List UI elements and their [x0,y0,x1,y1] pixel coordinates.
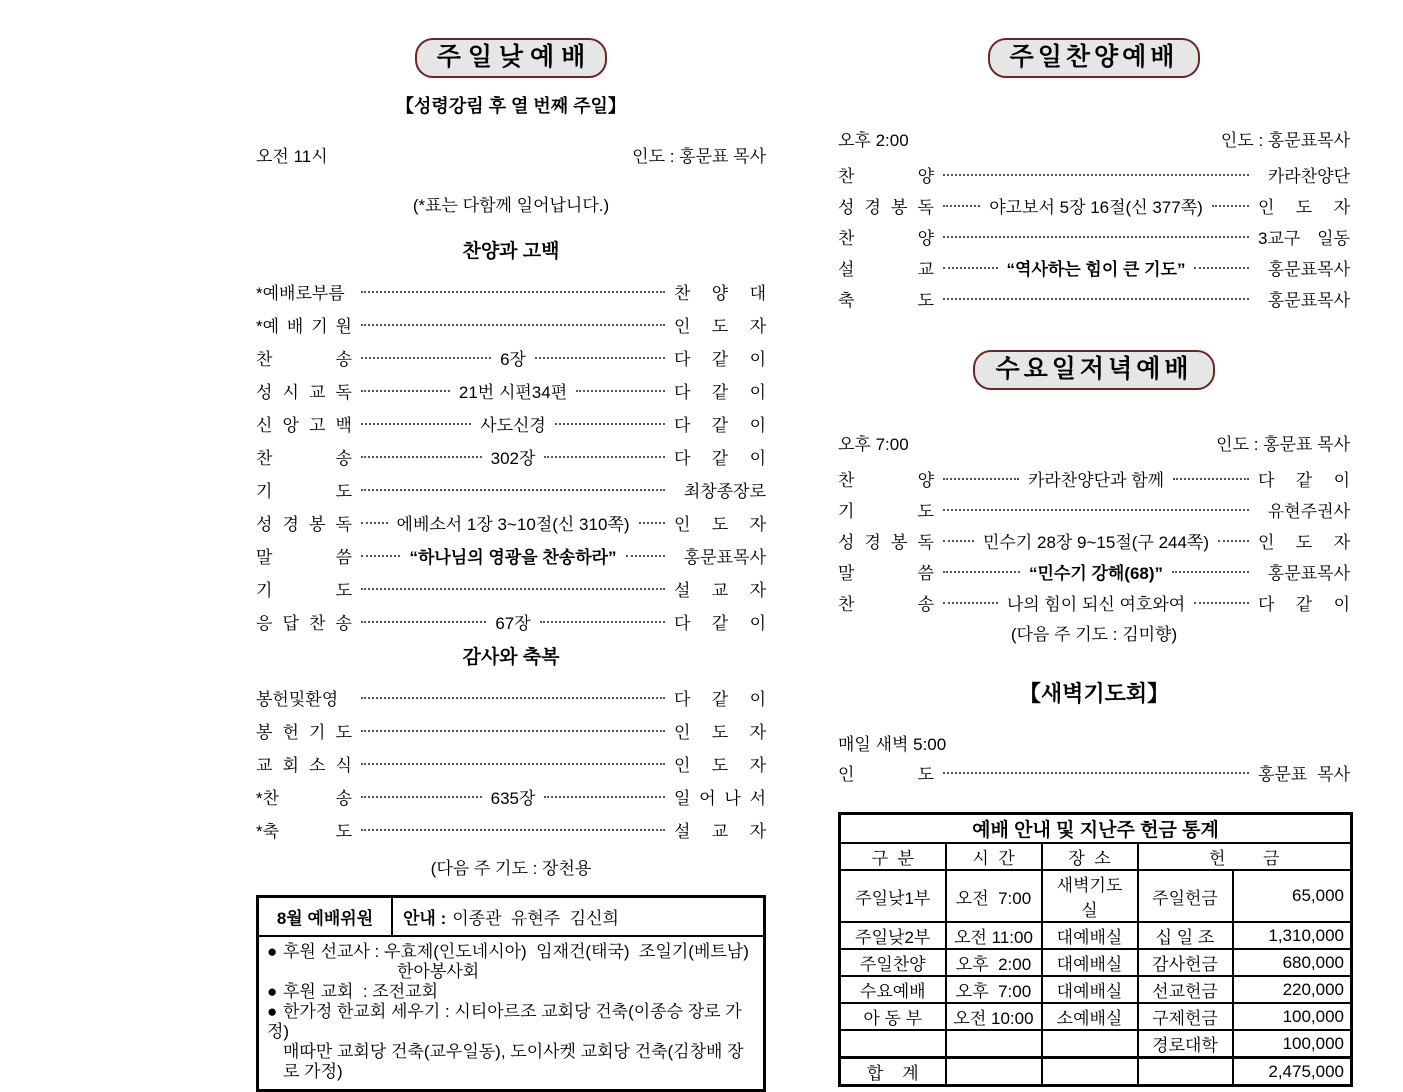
liturgy-row [838,463,1350,494]
liturgy-item-assignee: 홍문표목사 [1267,564,1351,583]
dotted-leader [1218,540,1249,542]
offering-name: 선교헌금 [1138,976,1233,1003]
section-thanks-blessing: 감사와 축복 [462,647,560,668]
offering-name: 주일헌금 [1138,870,1233,922]
liturgy-list-2 [256,681,766,846]
dotted-leader [540,621,665,623]
offering-table [838,812,1353,1087]
committee-note-line: 매따만 교회당 건축(교우일동), 도이사켓 교회당 건축(김창배 장로 가정) [283,1042,744,1081]
liturgy-item-label: *예 배 기 원 [256,317,352,336]
liturgy-row [838,556,1350,587]
dotted-leader [1194,602,1249,604]
committee-guide-cell [393,898,763,935]
committee-note-line: ● 후원 교회 : 조전교회 [267,982,438,1001]
praise-time: 오후 2:00 [838,131,909,150]
liturgy-row [256,374,766,407]
dotted-leader [943,478,1019,480]
committee-notes [259,937,763,1089]
guide-names: 이종관 유현주 김신희 [452,909,619,928]
offering-title-row [840,814,1352,844]
liturgy-row [256,407,766,440]
offering-name: 감사헌금 [1138,949,1233,976]
next-week-prayer-right: (다음 주 기도 : 김미향) [1010,625,1178,644]
dotted-leader [544,796,665,798]
offering-column-header: 장 소 [1042,843,1138,870]
liturgy-item-label: 성 경 봉 독 [838,533,934,552]
liturgy-item-assignee: 찬 양 대 [674,284,766,303]
liturgy-item-assignee: 다 같 이 [674,449,767,468]
liturgy-item-assignee: 다 같 이 [674,383,767,402]
dotted-leader [943,602,998,604]
service-time: 오전 7:00 [946,870,1042,922]
dotted-leader [361,796,482,798]
dawn-liturgy-list [838,757,1350,788]
liturgy-row [256,747,766,780]
liturgy-item-detail: 6장 [500,350,526,369]
stand-note: (*표는 다함께 일어납니다.) [412,196,610,215]
dotted-leader [535,357,665,359]
liturgy-item-label: 찬 양 [838,229,934,248]
liturgy-item-assignee: 인 도 자 [1258,198,1351,217]
committee-note-line: ● 한가정 한교회 세우기 : 시티아르조 교회당 건축(이종승 장로 가정) [267,1002,742,1041]
dotted-leader [361,763,665,765]
dotted-leader [361,697,665,699]
offering-data-row [840,949,1352,976]
offering-name: 십 일 조 [1138,922,1233,949]
liturgy-row [256,341,766,374]
offering-amount: 1,310,000 [1233,922,1352,949]
liturgy-item-detail: 302장 [490,449,536,468]
liturgy-item-label: *예배로부름 [256,284,345,303]
service-time: 오후 2:00 [946,949,1042,976]
wednesday-leader: 인도 : 홍문표 목사 [1216,435,1350,454]
offering-column-header: 헌 금 [1138,843,1352,870]
offering-data-row [840,1030,1352,1058]
liturgy-item-label: 기 도 [256,482,352,501]
service-name: 수요예배 [840,976,946,1003]
dotted-leader [361,522,388,524]
liturgy-item-label: 기 도 [838,502,934,521]
liturgy-row [256,780,766,813]
service-time [946,1058,1042,1086]
liturgy-item-label: 말 씀 [256,548,352,567]
liturgy-row [256,506,766,539]
dotted-leader [361,621,486,623]
offering-table-title: 예배 안내 및 지난주 헌금 통계 [840,814,1352,844]
liturgy-item-assignee: 카라찬양단 [1267,167,1350,186]
offering-header-row [840,843,1352,870]
offering-name: 경로대학 [1138,1030,1233,1058]
dotted-leader [943,772,1249,774]
liturgy-item-label: *축 도 [256,822,352,841]
dotted-leader [1172,571,1249,573]
liturgy-item-assignee: 다 같 이 [674,614,766,633]
liturgy-item-label: 인 도 [838,765,934,784]
dotted-leader [361,829,665,831]
liturgy-item-label: 설 교 [838,260,934,279]
liturgy-item-assignee: 다 같 이 [1258,471,1351,490]
service-name: 주일찬양 [840,949,946,976]
wednesday-liturgy-list [838,463,1350,618]
service-name: 합 계 [840,1058,946,1086]
service-name: 주일낮2부 [840,922,946,949]
liturgy-item-label: 성 시 교 독 [256,383,352,402]
offering-name: 구제헌금 [1138,1003,1233,1030]
service-name [840,1030,946,1058]
liturgy-row [838,283,1350,314]
sunday-subtitle: 【성령강림 후 열 번째 주일】 [396,96,626,116]
dotted-leader [361,324,665,326]
liturgy-item-detail: 21번 시편34편 [458,383,568,402]
bullet-icon: ● [267,942,278,961]
liturgy-row [256,813,766,846]
liturgy-item-label: 찬 양 [838,167,934,186]
wednesday-time-row [838,430,1350,455]
liturgy-item-detail: 사도신경 [480,416,546,435]
liturgy-row [256,308,766,341]
left-page [256,38,766,1092]
wednesday-evening-worship-title: 수요일저녁예배 [973,350,1214,390]
bullet-icon: ● [267,982,278,1001]
praise-leader: 인도 : 홍문표목사 [1220,131,1350,150]
offering-name [1138,1058,1233,1086]
dotted-leader [361,730,665,732]
sermon-title: “역사하는 힘이 큰 기도” [1006,260,1186,279]
liturgy-item-label: 찬 양 [838,471,934,490]
dotted-leader [361,291,665,293]
liturgy-item-detail: 나의 힘이 되신 여호와여 [1006,595,1186,614]
liturgy-item-assignee: 홍문표 목사 [1258,765,1350,784]
liturgy-row [256,605,766,638]
offering-data-row [840,976,1352,1003]
dotted-leader [361,357,491,359]
dotted-leader [1212,205,1249,207]
liturgy-item-label: 찬 송 [256,350,352,369]
dotted-leader [943,540,974,542]
dawn-time: 매일 새벽 5:00 [838,735,947,754]
liturgy-item-assignee: 설 교 자 [674,822,766,841]
dawn-time-row [838,730,1350,755]
liturgy-item-label: 봉헌및환영 [256,690,339,709]
liturgy-row [256,572,766,605]
praise-time-row [838,126,1350,151]
sunday-praise-worship-title: 주일찬양예배 [988,38,1201,78]
liturgy-item-assignee: 인 도 자 [674,317,766,336]
dotted-leader [943,298,1249,300]
offering-amount: 100,000 [1233,1030,1352,1058]
dotted-leader [626,555,665,557]
service-place [1042,1030,1138,1058]
right-page [838,38,1350,1087]
committee-note-line: ● 후원 선교사 : 우효제(인도네시아) 임재건(태국) 조일기(베트남) [267,942,749,961]
liturgy-row [838,757,1350,788]
liturgy-item-label: 성 경 봉 독 [838,198,934,217]
liturgy-item-label: 찬 송 [838,595,934,614]
committee-header-row [259,898,763,937]
liturgy-item-label: 성 경 봉 독 [256,515,352,534]
liturgy-item-assignee: 인 도 자 [674,515,767,534]
dotted-leader [1194,267,1249,269]
liturgy-row [256,539,766,572]
next-week-prayer-left: (다음 주 기도 : 장천용 [430,859,592,878]
dotted-leader [1173,478,1249,480]
liturgy-row [838,587,1350,618]
service-time: 오전 10:00 [946,1003,1042,1030]
dotted-leader [361,456,482,458]
wednesday-time: 오후 7:00 [838,435,909,454]
dotted-leader [943,267,998,269]
liturgy-item-assignee: 일 어 나 서 [674,789,767,808]
service-name: 아 동 부 [840,1003,946,1030]
service-place: 소예배실 [1042,1003,1138,1030]
liturgy-row [256,275,766,308]
liturgy-row [838,252,1350,283]
offering-amount: 65,000 [1233,870,1352,922]
offering-column-header: 시 간 [946,843,1042,870]
liturgy-row [256,714,766,747]
liturgy-item-detail: 야고보서 5장 16절(신 377쪽) [989,198,1203,217]
offering-data-row [840,922,1352,949]
liturgy-item-assignee: 다 같 이 [674,350,767,369]
liturgy-item-assignee: 인 도 자 [674,723,766,742]
liturgy-item-label: 봉 헌 기 도 [256,723,352,742]
dotted-leader [361,390,450,392]
liturgy-item-label: 축 도 [838,291,934,310]
committee-month-label: 8월 예배위원 [259,898,393,935]
liturgy-item-assignee: 유현주권사 [1267,502,1350,521]
liturgy-item-assignee: 다 같 이 [674,690,766,709]
dotted-leader [361,588,665,590]
section-praise-confession: 찬양과 고백 [462,241,560,262]
dotted-leader [943,236,1249,238]
dotted-leader [943,205,980,207]
liturgy-item-assignee: 인 도 자 [1258,533,1351,552]
liturgy-row [838,494,1350,525]
liturgy-item-label: 신 앙 고 백 [256,416,352,435]
liturgy-row [256,473,766,506]
liturgy-item-detail: 67장 [495,614,531,633]
guide-label: 안내 : [403,909,447,928]
liturgy-item-assignee: 설 교 자 [674,581,766,600]
committee-note-line: 한아봉사회 [397,962,480,981]
service-place [1042,1058,1138,1086]
liturgy-row [838,159,1350,190]
offering-data-row [840,870,1352,922]
sermon-title: “민수기 강해(68)” [1028,564,1164,583]
dawn-prayer-title: 【새벽기도회】 [1018,681,1170,706]
liturgy-item-detail: 카라찬양단과 함께 [1027,471,1165,490]
liturgy-item-label: 교 회 소 식 [256,756,352,775]
liturgy-item-detail: 635장 [490,789,536,808]
offering-data-row [840,1058,1352,1086]
bullet-icon: ● [267,1002,278,1021]
sunday-time-row [256,142,766,167]
dotted-leader [361,423,471,425]
liturgy-row [838,525,1350,556]
offering-amount: 680,000 [1233,949,1352,976]
dotted-leader [943,571,1020,573]
liturgy-item-assignee: 홍문표목사 [683,548,766,567]
offering-amount: 2,475,000 [1233,1058,1352,1086]
liturgy-row [256,440,766,473]
dotted-leader [361,555,400,557]
liturgy-row [838,190,1350,221]
liturgy-item-assignee: 다 같 이 [674,416,767,435]
liturgy-row [838,221,1350,252]
service-time [946,1030,1042,1058]
liturgy-item-assignee: 3교구 일동 [1258,229,1350,248]
service-time: 오전 11:00 [946,922,1042,949]
liturgy-row [256,681,766,714]
service-place: 대예배실 [1042,949,1138,976]
sunday-leader: 인도 : 홍문표 목사 [632,147,766,166]
liturgy-list-1 [256,275,766,638]
offering-column-header: 구 분 [840,843,946,870]
dotted-leader [943,174,1249,176]
service-name: 주일낮1부 [840,870,946,922]
offering-amount: 220,000 [1233,976,1352,1003]
liturgy-item-label: 응 답 찬 송 [256,614,352,633]
dotted-leader [576,390,665,392]
liturgy-item-assignee: 다 같 이 [1258,595,1351,614]
liturgy-item-label: 말 씀 [838,564,934,583]
liturgy-item-detail: 민수기 28장 9~15절(구 244쪽) [983,533,1210,552]
offering-data-row [840,1003,1352,1030]
liturgy-item-detail: 에베소서 1장 3~10절(신 310쪽) [396,515,630,534]
dotted-leader [555,423,665,425]
committee-box [256,895,766,1092]
offering-amount: 100,000 [1233,1003,1352,1030]
liturgy-item-assignee: 인 도 자 [674,756,766,775]
offering-table-body [840,814,1352,1086]
dotted-leader [639,522,666,524]
sermon-title: “하나님의 영광을 찬송하라” [409,548,617,567]
praise-liturgy-list [838,159,1350,314]
sunday-time: 오전 11시 [256,147,328,166]
dotted-leader [544,456,665,458]
liturgy-item-label: 찬 송 [256,449,352,468]
liturgy-item-assignee: 최창종장로 [683,482,766,501]
liturgy-item-label: *찬 송 [256,789,352,808]
service-place: 대예배실 [1042,976,1138,1003]
dotted-leader [943,509,1249,511]
liturgy-item-assignee: 홍문표목사 [1267,260,1350,279]
sunday-day-worship-title: 주 일 낮 예 배 [415,38,608,78]
dotted-leader [361,489,665,491]
liturgy-item-label: 기 도 [256,581,352,600]
service-time: 오후 7:00 [946,976,1042,1003]
liturgy-item-assignee: 홍문표목사 [1267,291,1350,310]
service-place: 새벽기도실 [1042,870,1138,922]
service-place: 대예배실 [1042,922,1138,949]
